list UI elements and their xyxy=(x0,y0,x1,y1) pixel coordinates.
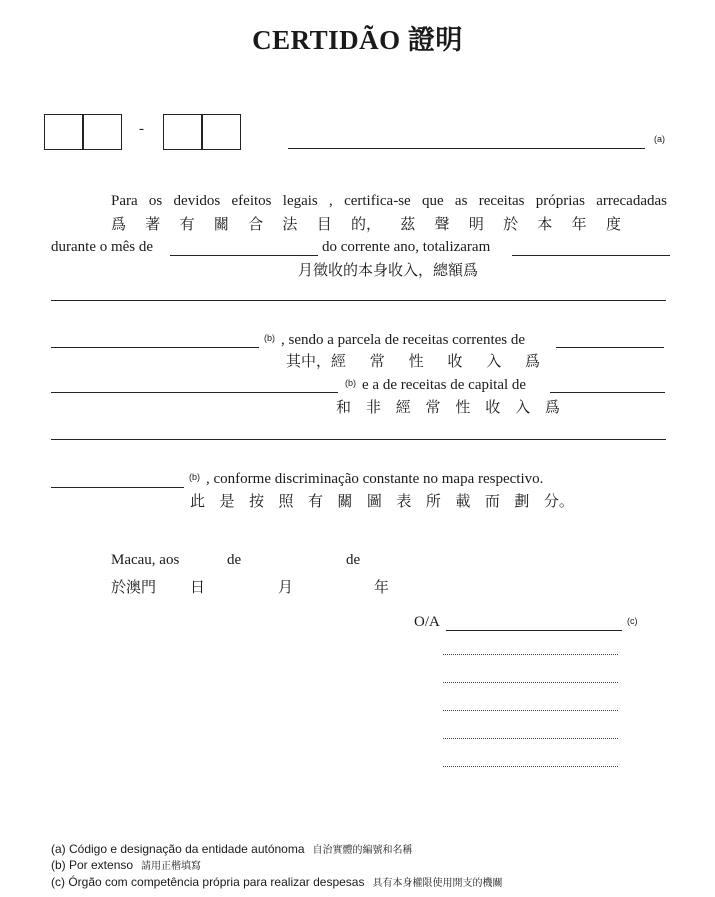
total-amount-field[interactable] xyxy=(512,255,670,256)
p3-cn-char: 照 xyxy=(278,492,294,510)
footnote-b xyxy=(51,857,201,872)
p2-cn-a-char: 性 xyxy=(408,352,424,370)
capital-receipts-extenso-cont-field[interactable] xyxy=(51,487,184,488)
signature-dotted-line-4[interactable] xyxy=(443,738,618,739)
date-month-cn: 月 xyxy=(278,578,294,596)
page-title: CERTIDÃO 證明 xyxy=(252,25,463,55)
paragraph3-cn-line xyxy=(190,490,574,511)
p1-pt-line2-mid: do corrente ano, totalizaram xyxy=(322,239,491,255)
code-separator: - xyxy=(139,121,144,137)
total-amount-extenso-field[interactable] xyxy=(51,300,666,301)
paragraph1-cn-line1 xyxy=(111,213,621,234)
signature-org-field[interactable] xyxy=(446,630,622,631)
signature-dotted-line-2[interactable] xyxy=(443,682,618,683)
p2-pt-line2: e a de receitas de capital de xyxy=(362,377,527,393)
footnote-mark-a: (a) xyxy=(654,134,665,144)
footnote-mark-c: (c) xyxy=(627,616,638,626)
p1-cn-char: 著 xyxy=(145,215,161,233)
p3-pt-line: , conforme discriminação constante no mapa respectivo. xyxy=(206,471,544,487)
entity-name-field[interactable] xyxy=(288,148,645,149)
signature-dotted-line-3[interactable] xyxy=(443,710,618,711)
p3-cn-char: 而 xyxy=(484,492,500,510)
p1-cn-char: 合 xyxy=(248,215,264,233)
p1-pt-text: Para os devidos efeitos legais , certifica-se que as receitas próprias arrecadadas xyxy=(111,193,667,209)
p2-cn-b-char: 收 xyxy=(485,398,501,416)
p2-cn-b-char: 性 xyxy=(455,398,471,416)
p3-cn-char: 有 xyxy=(307,492,323,510)
footnote-a-pt: (a) Código e designação da entidade autónoma xyxy=(51,842,305,856)
footnote-mark-b-2: (b) xyxy=(345,378,356,388)
footnote-c xyxy=(51,874,502,889)
p2-cn-b-char: 經 xyxy=(395,398,411,416)
capital-receipts-extenso-field[interactable] xyxy=(51,439,666,440)
total-amount-extenso-cont-field[interactable] xyxy=(51,347,259,348)
date-day-cn: 日 xyxy=(190,578,206,596)
month-field[interactable] xyxy=(170,255,318,256)
p2-cn-b-char: 爲 xyxy=(544,398,560,416)
signature-dotted-line-1[interactable] xyxy=(443,654,618,655)
p3-cn-char: 此 xyxy=(190,492,206,510)
p2-cn-b-char: 入 xyxy=(515,398,531,416)
p1-cn-char: 法 xyxy=(282,215,298,233)
code-box-1[interactable] xyxy=(44,114,83,150)
p1-cn-char: 年 xyxy=(571,215,587,233)
p1-cn-char: 本 xyxy=(537,215,553,233)
p2-cn-a-char: 其中，經 xyxy=(286,352,347,370)
signature-dotted-line-5[interactable] xyxy=(443,766,618,767)
p1-pt-line2-start: durante o mês de xyxy=(51,239,154,255)
p2-cn-b-char: 和 xyxy=(336,398,352,416)
footnote-b-cn: 請用正楷填寫 xyxy=(141,861,202,872)
footnote-mark-b-3: (b) xyxy=(189,472,200,482)
code-box-4[interactable] xyxy=(202,114,241,150)
p3-cn-char: 圖 xyxy=(366,492,382,510)
p2-pt-line1: , sendo a parcela de receitas correntes de xyxy=(281,332,526,348)
footnote-a-cn: 自治實體的編號和名稱 xyxy=(312,845,413,856)
footnote-mark-b-1: (b) xyxy=(264,333,275,343)
date-de-1: de xyxy=(227,552,242,568)
p3-cn-char: 分。 xyxy=(543,492,574,510)
p3-cn-char: 按 xyxy=(248,492,264,510)
p1-cn-char: 目 xyxy=(316,215,332,233)
date-place-pt: Macau, aos xyxy=(111,552,180,568)
current-receipts-extenso-field[interactable] xyxy=(51,392,338,393)
p1-cn-char: 聲 xyxy=(434,215,450,233)
p3-cn-char: 劃 xyxy=(514,492,530,510)
p2-cn-a-char: 收 xyxy=(447,352,463,370)
p3-cn-char: 所 xyxy=(425,492,441,510)
p3-cn-char: 載 xyxy=(455,492,471,510)
paragraph2-cn-line2 xyxy=(336,396,560,417)
p2-cn-a-char: 常 xyxy=(369,352,385,370)
p1-cn-char: 關 xyxy=(213,215,229,233)
date-de-2: de xyxy=(346,552,361,568)
paragraph1-pt-line1 xyxy=(111,193,667,210)
p1-cn-char: 於 xyxy=(503,215,519,233)
p3-cn-char: 是 xyxy=(219,492,235,510)
p3-cn-char: 關 xyxy=(337,492,353,510)
footnote-c-pt: (c) Órgão com competência própria para realizar despesas xyxy=(51,875,365,889)
p1-cn-line2: 月徵收的本身收入，總額爲 xyxy=(298,261,479,279)
signature-label: O/A xyxy=(414,614,440,630)
footnote-a xyxy=(51,841,413,856)
code-box-3[interactable] xyxy=(163,114,202,150)
p1-cn-char: 爲 xyxy=(111,215,127,233)
p1-cn-char: 的， xyxy=(350,215,381,233)
current-receipts-field[interactable] xyxy=(556,347,664,348)
p1-cn-char: 有 xyxy=(179,215,195,233)
p3-cn-char: 表 xyxy=(396,492,412,510)
p2-cn-a-char: 爲 xyxy=(524,352,540,370)
footnote-b-pt: (b) Por extenso xyxy=(51,858,134,872)
p1-cn-char: 度 xyxy=(605,215,621,233)
footnote-c-cn: 具有本身權限使用開支的機關 xyxy=(372,878,503,889)
p1-cn-char: 明 xyxy=(468,215,484,233)
date-year-cn: 年 xyxy=(374,578,390,596)
p2-cn-b-char: 常 xyxy=(425,398,441,416)
capital-receipts-field[interactable] xyxy=(550,392,665,393)
date-place-cn: 於澳門 xyxy=(111,578,157,596)
p1-cn-char: 茲 xyxy=(400,215,416,233)
p2-cn-b-char: 非 xyxy=(365,398,381,416)
p2-cn-a-char: 入 xyxy=(486,352,502,370)
paragraph2-cn-line1 xyxy=(286,350,540,371)
code-box-2[interactable] xyxy=(83,114,122,150)
